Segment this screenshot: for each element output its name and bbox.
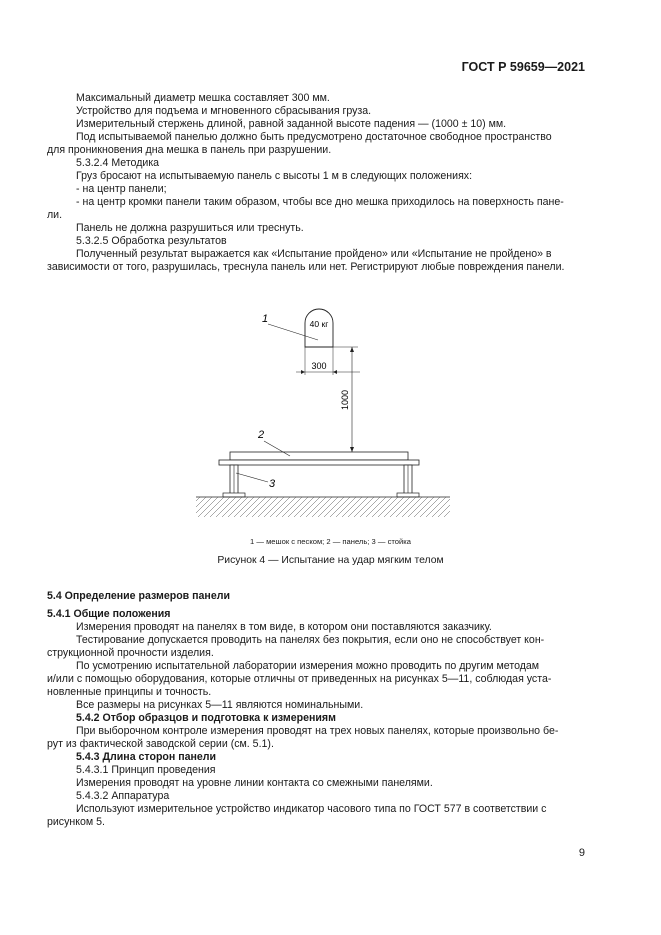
paragraph: Измерительный стержень длиной, равной заданной высоте падения — (1000 ± 10) мм. [76, 118, 507, 130]
paragraph: По усмотрению испытательной лаборатории измерения можно проводить по другим методам [76, 660, 540, 672]
section-heading: 5.4 Определение размеров панели [47, 590, 230, 602]
panel-shape [230, 452, 408, 460]
width-dimension-label: 300 [311, 361, 327, 371]
list-item: - на центр панели; [76, 183, 167, 195]
support-flange [219, 460, 419, 465]
paragraph: Измерения проводят на панелях в том виде, в котором они поставляются заказчику. [76, 621, 492, 633]
bottom-text-block [0, 590, 661, 829]
paragraph: и/или с помощью оборудования, которые отличны от приведенных на рисунках 5—11, соблюдая уста- [47, 673, 552, 685]
section-heading: 5.3.2.5 Обработка результатов [76, 235, 227, 247]
impact-test-diagram [0, 295, 661, 575]
page-number: 9 [578, 847, 585, 859]
label-1: 1 [262, 313, 269, 325]
paragraph: новленные принципы и точность. [47, 686, 212, 698]
section-heading: 5.4.3.1 Принцип проведения [76, 764, 216, 776]
paragraph: для проникновения дна мешка в панель при разрушении. [47, 144, 332, 156]
paragraph: Под испытываемой панелью должно быть предусмотрено достаточное свободное пространство [76, 131, 552, 143]
section-heading: 5.4.2 Отбор образцов и подготовка к измерениям [76, 712, 336, 724]
arrow-head [301, 370, 305, 374]
top-text-block [0, 92, 661, 274]
paragraph: Полученный результат выражается как «Испытание пройдено» или «Испытание не пройдено» в [76, 248, 552, 260]
paragraph: Тестирование допускается проводить на панелях без покрытия, если оно не способствует кон- [76, 634, 545, 646]
ground-hatching [196, 497, 450, 517]
section-heading: 5.4.3.2 Аппаратура [76, 790, 170, 802]
stand-right-base [397, 493, 419, 497]
height-dimension-label: 1000 [340, 389, 350, 411]
paragraph: ли. [47, 209, 63, 221]
paragraph: струкционной прочности изделия. [47, 647, 214, 659]
paragraph: Все размеры на рисунках 5—11 являются номинальными. [76, 699, 364, 711]
paragraph: Панель не должна разрушиться или треснуть. [76, 222, 304, 234]
list-item: - на центр кромки панели таким образом, чтобы все дно мешка приходилось на поверхность пане- [76, 196, 564, 208]
document-header: ГОСТ Р 59659—2021 [461, 60, 585, 74]
paragraph: При выборочном контроле измерения проводят на трех новых панелях, которые произвольно бе- [76, 725, 559, 737]
figure-caption: Рисунок 4 — Испытание на удар мягким телом [217, 555, 444, 566]
arrow-head [350, 347, 354, 352]
figure-legend: 1 — мешок с песком; 2 — панель; 3 — стойка [250, 537, 411, 546]
paragraph: рут из фактической заводской серии (см. 5.1). [47, 738, 274, 750]
section-heading: 5.4.1 Общие положения [47, 608, 171, 620]
paragraph: зависимости от того, разрушилась, треснула панель или нет. Регистрируют любые повреждения панели. [47, 261, 565, 273]
label-2: 2 [258, 429, 265, 441]
section-heading: 5.4.3 Длина сторон панели [76, 751, 217, 763]
figure-impact-test [0, 295, 661, 575]
paragraph: Используют измерительное устройство индикатор часового типа по ГОСТ 577 в соответствии с [76, 803, 547, 815]
weight-label: 40 кг [309, 319, 329, 329]
label-3: 3 [269, 478, 276, 490]
arrow-head [350, 447, 354, 452]
paragraph: Измерения проводят на уровне линии контакта со смежными панелями. [76, 777, 433, 789]
paragraph: рисунком 5. [47, 816, 105, 828]
arrow-head [333, 370, 337, 374]
paragraph: Максимальный диаметр мешка составляет 300 мм. [76, 92, 330, 104]
paragraph: Устройство для подъема и мгновенного сбрасывания груза. [76, 105, 372, 117]
stand-left-base [223, 493, 245, 497]
leader-line-3 [236, 473, 268, 482]
section-heading: 5.3.2.4 Методика [76, 157, 160, 169]
paragraph: Груз бросают на испытываемую панель с высоты 1 м в следующих положениях: [76, 170, 473, 182]
